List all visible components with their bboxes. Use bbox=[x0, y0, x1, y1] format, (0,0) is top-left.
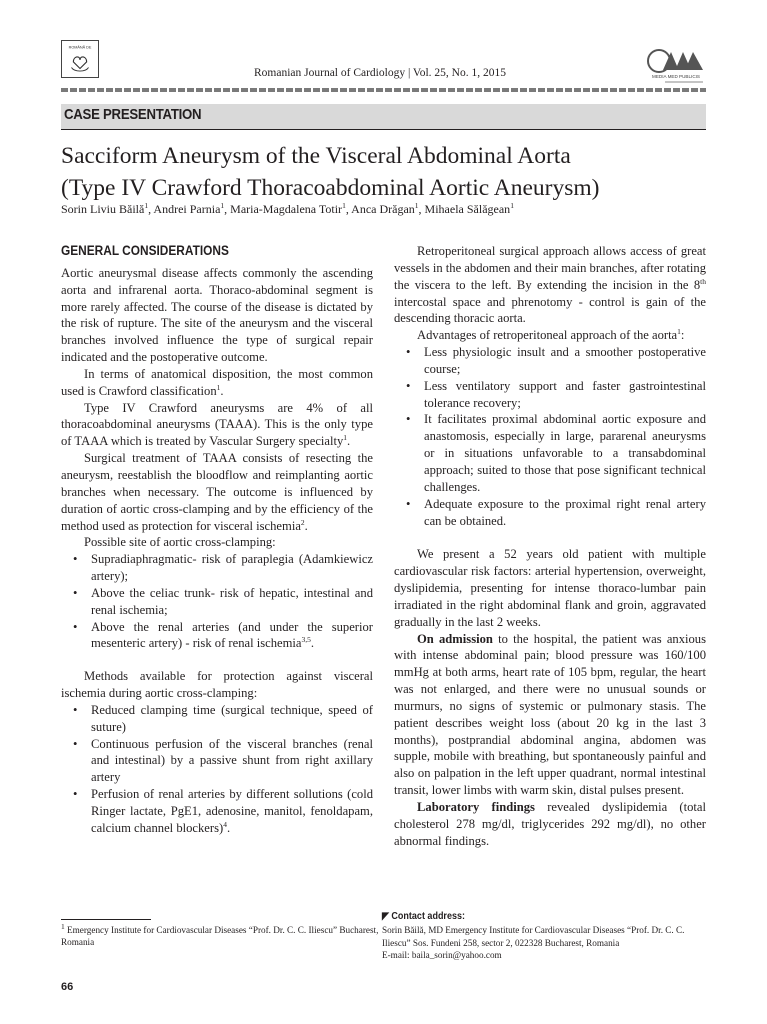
section-label: CASE PRESENTATION bbox=[64, 106, 202, 123]
section-heading: GENERAL CONSIDERATIONS bbox=[61, 243, 229, 258]
advantages-list bbox=[394, 344, 706, 529]
list-item: • Reduced clamping time (surgical technique, speed of suture) bbox=[73, 702, 373, 734]
paragraph: Aortic aneurysmal disease affects commonly the ascending aorta and infrarenal aorta. Thoraco-abdominal segment is more rarely affected. The course of the disease is dictated by the risk of rupture. The site of the aneurysm and the visceral branches involved influence the type of surgical repair indicated and the postoperative outcome. bbox=[61, 265, 373, 365]
list-item: • Perfusion of renal arteries by different sollutions (cold Ringer lactate, PgE1, adenosine, manitol, fenoldapam, calcium channel blockers)$^4$. bbox=[73, 787, 373, 835]
author-name: Mihaela Sălăgean bbox=[424, 202, 511, 216]
contact-heading: ◤ Contact address: bbox=[382, 911, 465, 922]
paragraph: Methods available for protection against visceral ischemia during aortic cross-clamping: bbox=[61, 669, 373, 701]
svg-text:ROMÂNĂ DE: ROMÂNĂ DE bbox=[68, 45, 92, 50]
affiliation-marker: 1 bbox=[510, 201, 514, 210]
paragraph: Type IV Crawford aneurysms are 4% of all thoracoabdominal aneurysms (TAAA). This is the only type of TAAA which is treated by Vascular Surgery specialty$^1$. bbox=[61, 400, 373, 449]
paragraph: Surgical treatment of TAAA consists of resecting the aneurysm, reestablish the bloodflow and reimplanting aortic branches when necessary. The outcome is influenced by duration of aortic cross-clamping and by the efficiency of the method used as protection for visceral ischemia$^2$. bbox=[61, 451, 373, 533]
affiliation-marker: 1 bbox=[342, 201, 346, 210]
list-item: • Above the celiac trunk- risk of hepatic, intestinal and renal ischemia; bbox=[73, 585, 373, 617]
bullet-icon: • bbox=[406, 496, 411, 511]
svg-text:MEDIA MED PUBLICIS: MEDIA MED PUBLICIS bbox=[652, 74, 700, 79]
paragraph: In terms of anatomical disposition, the most common used is Crawford classification$^1$. bbox=[61, 366, 373, 398]
publisher-logo bbox=[645, 48, 707, 86]
affiliation-marker: 1 bbox=[414, 201, 419, 210]
affiliation-marker: 1 bbox=[144, 201, 149, 210]
article-title-line-2: (Type IV Crawford Thoracoabdominal Aortic Aneurysm) bbox=[61, 175, 600, 201]
bullet-icon: • bbox=[406, 345, 411, 360]
list-item: • Above the renal arteries (and under the superior mesenteric artery) - risk of renal ischemia$^{3,5}$. bbox=[73, 619, 373, 651]
paragraph: Laboratory findings revealed dyslipidemia (total cholesterol 278 mg/dl, triglycerides 292 mg/dl), no other abnormal findings. bbox=[394, 800, 707, 848]
contact-address: Sorin Băilă, MD Emergency Institute for Cardiovascular Diseases “Prof. Dr. C. C. Iliescu” Sos. Fundeni 258, sector 2, 022328 Bucharest, Romania E-mail: baila_sorin@yahoo.com bbox=[382, 924, 707, 962]
paragraph: Advantages of retroperitoneal approach of the aorta$^1$: bbox=[417, 327, 685, 343]
arrow-icon: ◤ bbox=[382, 911, 389, 922]
footnote-rule bbox=[61, 919, 151, 920]
paragraph: We present a 52 years old patient with multiple cardiovascular risk factors: arterial hypertension, overweight, dyslipidemia, presenting for intense thoraco-lumbar pain irradiated in the right abdominal flank and groin, aggravated gradually in the last 2 weeks. bbox=[394, 547, 706, 629]
author-name: Maria-Magdalena Totir bbox=[230, 202, 343, 216]
paragraph: On admission to the hospital, the patient was anxious with intense abdominal pain; blood pressure was 160/100 mmHg at both arms, heart rate of 105 bpm, regular, the heart was not enlarged, and there were no unusual sounds or murmurs, no signs of systemic or pulmonary stasis. The patient describes weight loss (about 20 kg in the last 3 months), postprandial abdominal angina, abdomen was supple, mobile with breathing, but spontaneously painful and also on palpation in the left upper quadrant, normal intestinal transit, lower limbs with warm skin, distal pulses present. bbox=[394, 631, 706, 798]
page-number: 66 bbox=[61, 981, 74, 993]
bullet-icon: • bbox=[73, 619, 78, 634]
contact-email: E-mail: baila_sorin@yahoo.com bbox=[382, 950, 502, 960]
journal-line: Romanian Journal of Cardiology | Vol. 25, No. 1, 2015 bbox=[254, 67, 506, 79]
bullet-icon: • bbox=[73, 787, 78, 802]
article-title-line-1: Sacciform Aneurysm of the Visceral Abdominal Aorta bbox=[61, 143, 571, 169]
author-name: Anca Drăgan bbox=[351, 202, 415, 216]
author-name: Andrei Parnia bbox=[153, 202, 221, 216]
list-item: • Less ventilatory support and faster gastrointestinal tolerance recovery; bbox=[406, 378, 706, 410]
bullet-icon: • bbox=[406, 378, 411, 393]
bullet-icon: • bbox=[73, 702, 78, 717]
clamping-site-list bbox=[61, 551, 373, 652]
section-rule bbox=[61, 129, 706, 130]
list-item: • It facilitates proximal abdominal aortic exposure and anastomosis, especially in large, pararenal aneurysms or in situations unfavorable to a transabdominal approach; suited to those that pose significant technical challenges. bbox=[406, 412, 706, 494]
bullet-icon: • bbox=[406, 412, 411, 427]
list-item: • Adequate exposure to the proximal right renal artery can be obtained. bbox=[406, 496, 706, 528]
affiliation-marker: 1 bbox=[220, 201, 225, 210]
right-column bbox=[394, 243, 706, 850]
header-rule bbox=[61, 88, 706, 92]
bullet-icon: • bbox=[73, 736, 78, 751]
author-list: Sorin Liviu Băilă$^1$, Andrei Parnia$^1$, Maria-Magdalena Totir$^1$, Anca Drăgan$^1$, Mihaela Sălăgean$^1$ bbox=[61, 201, 514, 216]
bullet-icon: • bbox=[73, 552, 78, 567]
paragraph: Retroperitoneal surgical approach allows access of great vessels in the abdomen and their main branches, after rotating the viscera to the left. By extending the incision in the 8th intercostal space and phrenotomy - control is gain of the descending thoracic aorta. bbox=[394, 244, 706, 326]
list-item: • Continuous perfusion of the visceral branches (renal and intestinal) by a passive shunt from right axillary artery bbox=[73, 736, 373, 785]
bullet-icon: • bbox=[73, 585, 78, 600]
protection-method-list bbox=[61, 702, 373, 837]
paragraph: Possible site of aortic cross-clamping: bbox=[84, 535, 276, 550]
society-logo bbox=[61, 40, 99, 78]
list-item: • Less physiologic insult and a smoother postoperative course; bbox=[406, 345, 706, 376]
left-column bbox=[61, 243, 373, 837]
list-item: • Supradiaphragmatic- risk of paraplegia (Adamkiewicz artery); bbox=[73, 552, 373, 584]
author-name: Sorin Liviu Băilă bbox=[61, 202, 145, 216]
affiliation-footnote: $^1$ Emergency Institute for Cardiovascular Diseases “Prof. Dr. C. C. Iliescu” Bucharest, Romania bbox=[61, 921, 379, 947]
